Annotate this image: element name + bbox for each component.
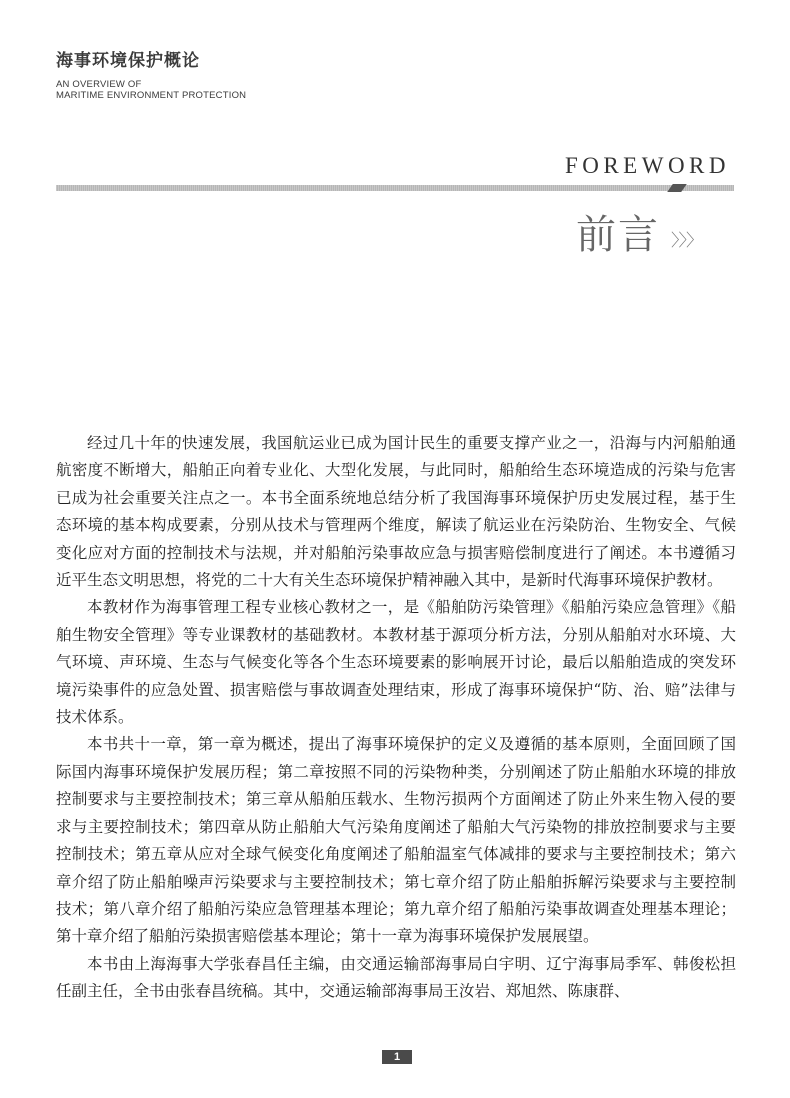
rule-bar [56,185,734,191]
foreword-body [56,430,736,1006]
book-title-en-line1: AN OVERVIEW OF [56,79,142,90]
book-title-cn: 海事环境保护概论 [56,51,200,71]
paragraph-4: 本书由上海海事大学张春昌任主编，由交通运输部海事局白宇明、辽宁海事局季军、韩俊松担任副主任，全书由张春昌统稿。其中，交通运输部海事局王汝岩、郑旭然、陈康群、 [56,954,736,1001]
book-header [56,46,246,101]
book-title-en-line2: MARITIME ENVIRONMENT PROTECTION [56,90,247,101]
section-title-cn: 前言 [576,212,660,258]
book-title-en [56,79,246,101]
page-number: 1 [393,1051,401,1063]
decorative-rule [56,184,734,192]
paragraph-2: 本教材作为海事管理工程专业核心教材之一，是《船舶防污染管理》《船舶污染应急管理》《船舶生物安全管理》等专业课教材的基础教材。本教材基于源项分析方法，分别从船舶对水环境、大气环境、声环境、生态与气候变化等各个生态环境要素的影响展开讨论，最后以船舶造成的突发环境污染事件的应急处置、损害赔偿与事故调查处理结束，形成了海事环境保护“防、治、赔”法律与技术体系。 [56,598,736,727]
chevron-right-icon: 〉〉〉 [671,231,702,251]
paragraph-1: 经过几十年的快速发展，我国航运业已成为国计民生的重要支撑产业之一，沿海与内河船舶通航密度不断增大，船舶正向着专业化、大型化发展，与此同时，船舶给生态环境造成的污染与危害已成为社会重要关注点之一。本书全面系统地总结分析了我国海事环境保护历史发展过程，基于生态环境的基本构成要素，分别从技术与管理两个维度，解读了航运业在污染防治、生物安全、气候变化应对方面的控制技术与法规，并对船舶污染事故应急与损害赔偿制度进行了阐述。本书遵循习近平生态文明思想，将党的二十大有关生态环境保护精神融入其中，是新时代海事环境保护教材。 [56,434,736,590]
paragraph-3: 本书共十一章，第一章为概述，提出了海事环境保护的定义及遵循的基本原则，全面回顾了国际国内海事环境保护发展历程；第二章按照不同的污染物种类，分别阐述了防止船舶水环境的排放控制要求与主要控制技术；第三章从船舶压载水、生物污损两个方面阐述了防止外来生物入侵的要求与主要控制技术；第四章从防止船舶大气污染角度阐述了船舶大气污染物的排放控制要求与主要控制技术；第五章从应对全球气候变化角度阐述了船舶温室气体减排的要求与主要控制技术；第六章介绍了防止船舶噪声污染要求与主要控制技术；第七章介绍了防止船舶拆解污染要求与主要控制技术；第八章介绍了船舶污染应急管理基本理论；第九章介绍了船舶污染事故调查处理基本理论；第十章介绍了船舶污染损害赔偿基本理论；第十一章为海事环境保护发展展望。 [56,735,736,946]
page-number-badge [382,1050,412,1064]
section-title-en: FOREWORD [564,153,730,178]
